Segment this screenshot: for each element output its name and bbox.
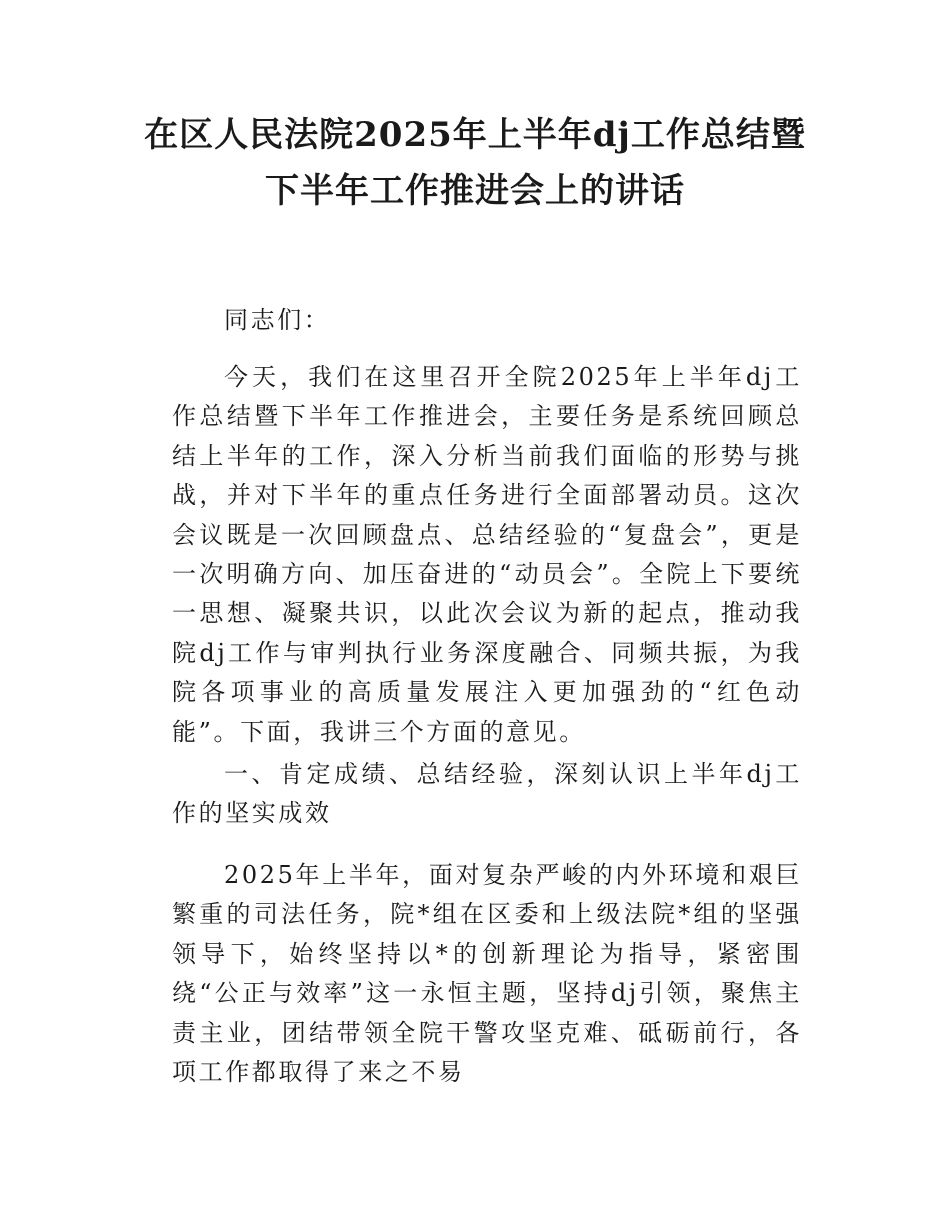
document-title-line-2: 下半年工作推进会上的讲话 bbox=[265, 171, 685, 211]
paragraph-achievements: 2025年上半年，面对复杂严峻的内外环境和艰巨繁重的司法任务，院*组在区委和上级法院*组的坚强领导下，始终坚持以*的创新理论为指导，紧密围绕“公正与效率”这一永恒主题，坚持dj引领，聚焦主责主业，团结带领全院干警攻坚克难、砥砺前行，各项工作都取得了来之不易 bbox=[172, 861, 802, 1087]
section-heading-1: 一、肯定成绩、总结经验，深刻认识上半年dj工作的坚实成效 bbox=[172, 760, 802, 828]
document-title-line-1: 在区人民法院2025年上半年dj工作总结暨 bbox=[144, 115, 806, 155]
greeting: 同志们： bbox=[224, 306, 331, 334]
paragraph-opening: 今天，我们在这里召开全院2025年上半年dj工作总结暨下半年工作推进会，主要任务是系统回顾总结上半年的工作，深入分析当前我们面临的形势与挑战，并对下半年的重点任务进行全面部署动员。这次会议既是一次回顾盘点、总结经验的“复盘会”，更是一次明确方向、加压奋进的“动员会”。全院上下要统一思想、凝聚共识，以此次会议为新的起点，推动我院dj工作与审判执行业务深度融合、同频共振，为我院各项事业的高质量发展注入更加强劲的“红色动能”。下面，我讲三个方面的意见。 bbox=[172, 363, 802, 746]
